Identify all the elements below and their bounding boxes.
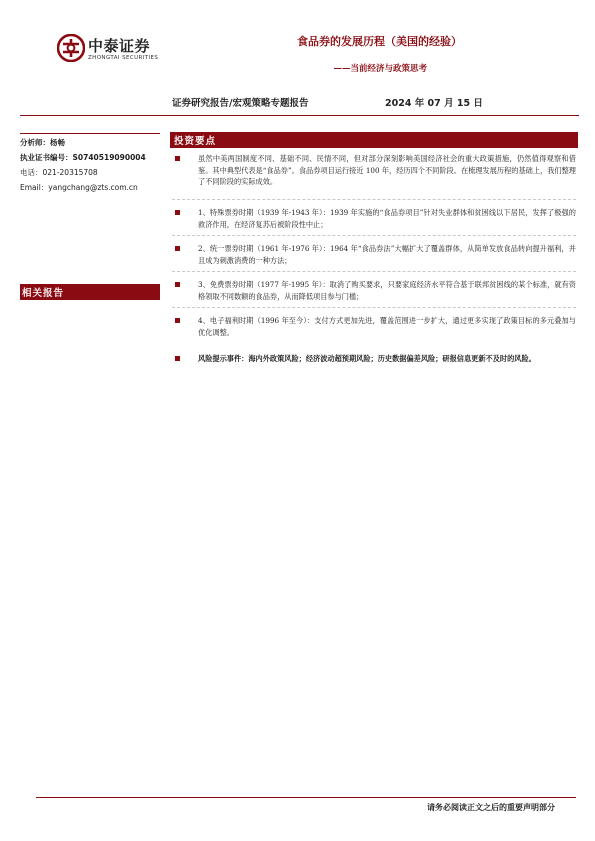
analyst-phone: 电话：021-20315708 bbox=[20, 168, 98, 177]
bullet-divider bbox=[172, 199, 576, 201]
footer-disclaimer: 请务必阅读正文之后的重要声明部分 bbox=[427, 802, 555, 812]
risk-text: 风险提示事件：海内外政策风险；经济波动超预期风险；历史数据偏差风险；研报信息更新不及时的风险。 bbox=[198, 354, 536, 363]
company-logo bbox=[57, 34, 197, 74]
investment-summary-heading bbox=[170, 132, 578, 148]
header-divider bbox=[20, 115, 579, 116]
zhongtai-logo-icon bbox=[57, 34, 85, 62]
bullet-text: 4、电子福利时期（1996 年至今）：支付方式更加先进，覆盖范围进一步扩大，通过更多实现了政策目标的多元叠加与优化调整。 bbox=[198, 316, 576, 337]
report-type: 证券研究报告/宏观策略专题报告 bbox=[172, 98, 309, 109]
related-reports-heading bbox=[20, 284, 160, 300]
risk-warning bbox=[172, 353, 576, 379]
report-date: 2024 年 07 月 15 日 bbox=[385, 98, 483, 109]
bullet-divider bbox=[172, 307, 576, 309]
analyst-name: 分析师：杨畅 bbox=[20, 138, 65, 147]
bullet-divider bbox=[172, 235, 576, 237]
bullet-square-icon bbox=[175, 318, 180, 323]
analyst-divider bbox=[20, 133, 160, 134]
summary-bullet bbox=[172, 279, 576, 307]
analyst-cert: 执业证书编号：S0740519090004 bbox=[20, 153, 146, 162]
bullet-square-icon bbox=[175, 246, 180, 251]
summary-bullet bbox=[172, 153, 576, 199]
related-reports-label: 相关报告 bbox=[22, 288, 65, 299]
bullet-square-icon bbox=[175, 156, 180, 161]
analyst-email[interactable]: Email：yangchang@zts.com.cn bbox=[20, 183, 138, 192]
bullet-text: 3、免费票券时期（1977 年-1995 年）：取消了购买要求，只要家庭经济水平符合基于联邦贫困线的某个标准，就有资格领取不同数额的食品券，从而降低项目参与门槛； bbox=[198, 280, 576, 301]
bullet-text: 虽然中美两国制度不同、基础不同、民情不同，但对部分深刻影响美国经济社会的重大政策措施，仍然值得观察和借鉴。其中典型代表是“食品券”。食品券项目运行接近 100 年，经历四个不同阶段。在梳理发展历程的基础上，我们整理了不同阶段的实际成效。 bbox=[198, 154, 576, 186]
report-title: 食品券的发展历程（美国的经验） bbox=[297, 35, 462, 48]
summary-bullet bbox=[172, 243, 576, 271]
bullet-square-icon bbox=[175, 282, 180, 287]
bullet-divider bbox=[172, 271, 576, 273]
summary-bullet bbox=[172, 315, 576, 349]
logo-name-en: ZHONGTAI SECURITIES bbox=[88, 55, 159, 61]
bullet-square-icon bbox=[175, 210, 180, 215]
investment-summary-label: 投资要点 bbox=[174, 136, 217, 147]
bullet-text: 1、特殊票券时期（1939 年-1943 年）：1939 年实施的“食品券项目”针对失业群体和贫困线以下居民，发挥了极强的救济作用，在经济复苏后被阶段性中止； bbox=[198, 208, 576, 229]
analyst-info bbox=[20, 137, 160, 197]
bullet-square-icon bbox=[175, 356, 180, 361]
summary-bullet bbox=[172, 207, 576, 235]
footer-divider bbox=[36, 797, 576, 798]
logo-name-cn: 中泰证券 bbox=[88, 37, 151, 55]
report-subtitle: ——当前经济与政策思考 bbox=[333, 64, 427, 74]
bullet-text: 2、统一票券时期（1961 年-1976 年）：1964 年“食品券法”大幅扩大了覆盖群体，从简单发放食品转向提升福利，并且成为刺激消费的一种方法； bbox=[198, 244, 576, 265]
summary-bullets bbox=[172, 153, 576, 379]
